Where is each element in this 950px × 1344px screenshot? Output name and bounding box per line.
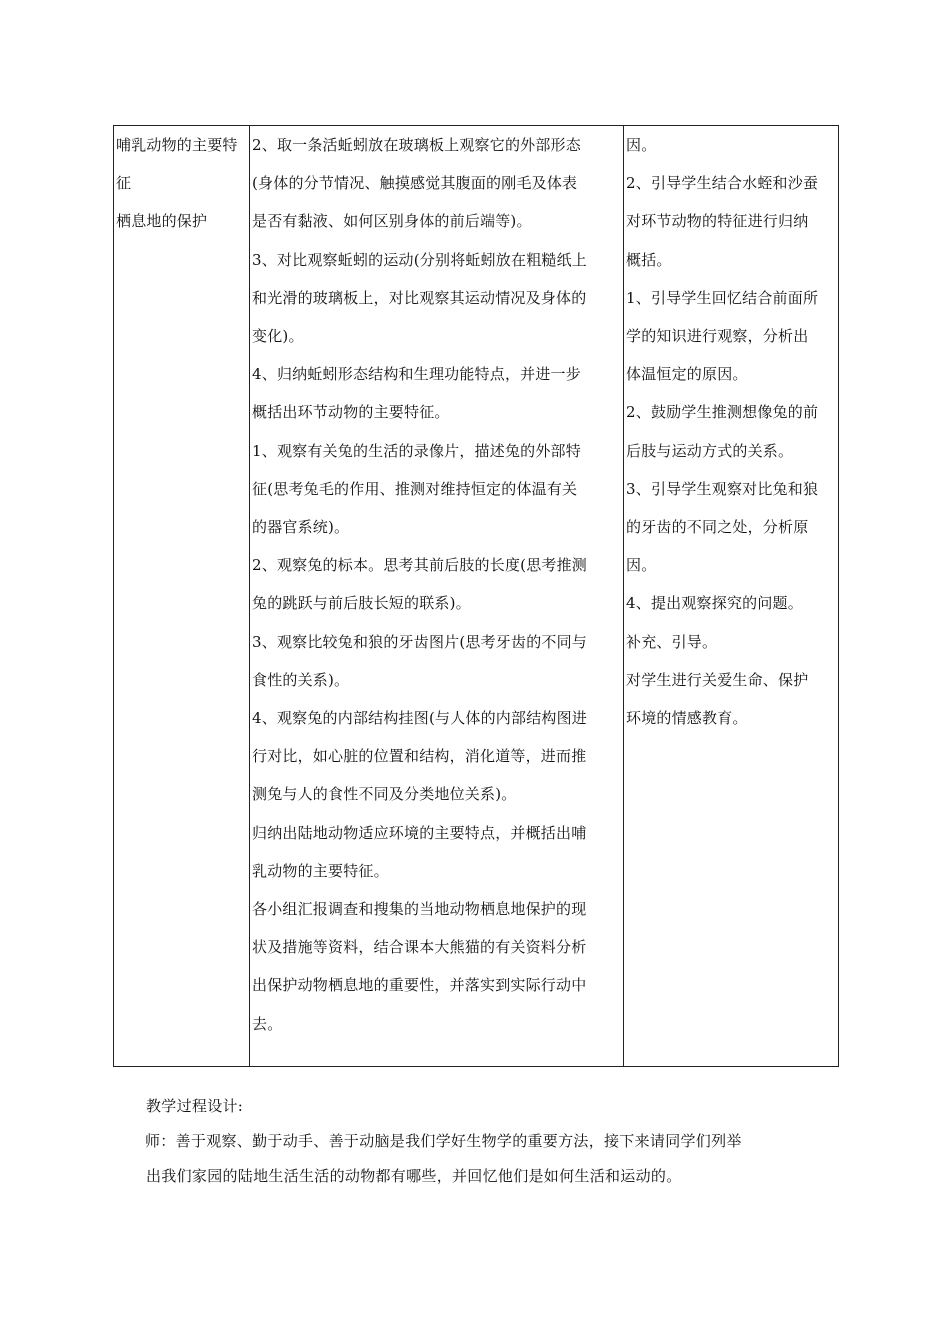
cell-line: 1、观察有关兔的生活的录像片，描述兔的外部特: [252, 441, 581, 460]
cell-line: 4、归纳蚯蚓形态结构和生理功能特点，并进一步: [252, 365, 581, 384]
cell-line: 是否有黏液、如何区别身体的前后端等)。: [252, 212, 532, 231]
cell-line: 因。: [626, 136, 657, 154]
cell-line: 学的知识进行观察，分析出: [626, 327, 809, 346]
cell-line: 栖息地的保护: [116, 212, 208, 231]
cell-line: 环境的情感教育。: [626, 709, 748, 728]
cell-line: 的牙齿的不同之处，分析原: [626, 518, 809, 537]
cell-line: 补充、引导。: [626, 632, 718, 651]
process-design-section: [146, 1089, 826, 1194]
cell-line: 3、观察比较兔和狼的牙齿图片(思考牙齿的不同与: [252, 632, 587, 651]
cell-line: 归纳出陆地动物适应环境的主要特点，并概括出哺: [252, 823, 587, 842]
cell-line: 因。: [626, 556, 657, 575]
student-activity-cell: [250, 126, 624, 1067]
section-heading: 教学过程设计:: [146, 1097, 244, 1115]
cell-line: 哺乳动物的主要特: [116, 136, 238, 154]
cell-line: 兔的跳跃与前后肢长短的联系)。: [252, 594, 471, 613]
paragraph-line: 师：善于观察、勤于动手、善于动脑是我们学好生物学的重要方法，接下来请同学们列举: [145, 1132, 742, 1150]
cell-line: 2、引导学生结合水蛭和沙蚕: [626, 174, 819, 193]
cell-line: 1、引导学生回忆结合前面所: [626, 288, 819, 307]
cell-line: 征: [116, 174, 132, 193]
cell-line: 体温恒定的原因。: [626, 365, 748, 384]
topic-cell: [114, 126, 250, 1067]
cell-line: 对学生进行关爱生命、保护: [626, 670, 809, 689]
cell-line: 测兔与人的食性不同及分类地位关系)。: [252, 785, 517, 804]
cell-line: 状及措施等资料，结合课本大熊猫的有关资料分析: [252, 938, 587, 957]
cell-line: 乳动物的主要特征。: [252, 861, 389, 880]
cell-line: (身体的分节情况、触摸感觉其腹面的刚毛及体表: [252, 174, 578, 193]
lesson-table: [113, 125, 839, 1067]
cell-line: 2、取一条活蚯蚓放在玻璃板上观察它的外部形态: [252, 136, 581, 154]
cell-line: 各小组汇报调查和搜集的当地动物栖息地保护的现: [252, 900, 587, 919]
cell-line: 去。: [252, 1014, 283, 1033]
cell-line: 2、观察兔的标本。思考其前后肢的长度(思考推测: [252, 556, 587, 575]
cell-line: 行对比，如心脏的位置和结构，消化道等，进而推: [252, 747, 587, 766]
cell-line: 食性的关系)。: [252, 670, 350, 689]
cell-line: 的器官系统)。: [252, 518, 350, 537]
cell-line: 2、鼓励学生推测想像兔的前: [626, 403, 819, 422]
cell-line: 概括。: [626, 250, 672, 269]
cell-line: 变化)。: [252, 327, 304, 346]
table-row: [114, 126, 839, 1067]
cell-line: 征(思考兔毛的作用、推测对维持恒定的体温有关: [252, 479, 578, 498]
cell-line: 4、提出观察探究的问题。: [626, 594, 803, 613]
cell-line: 对环节动物的特征进行归纳: [626, 212, 809, 231]
cell-line: 3、引导学生观察对比兔和狼: [626, 479, 819, 498]
cell-line: 出保护动物栖息地的重要性，并落实到实际行动中: [252, 976, 587, 995]
paragraph-line: 出我们家园的陆地生活生活的动物都有哪些，并回忆他们是如何生活和运动的。: [146, 1167, 682, 1185]
cell-line: 3、对比观察蚯蚓的运动(分别将蚯蚓放在粗糙纸上: [252, 250, 587, 269]
cell-line: 后肢与运动方式的关系。: [626, 441, 794, 460]
teacher-activity-cell: [624, 126, 839, 1067]
cell-line: 和光滑的玻璃板上，对比观察其运动情况及身体的: [252, 288, 587, 307]
cell-line: 概括出环节动物的主要特征。: [252, 403, 450, 422]
cell-line: 4、观察兔的内部结构挂图(与人体的内部结构图进: [252, 709, 587, 728]
